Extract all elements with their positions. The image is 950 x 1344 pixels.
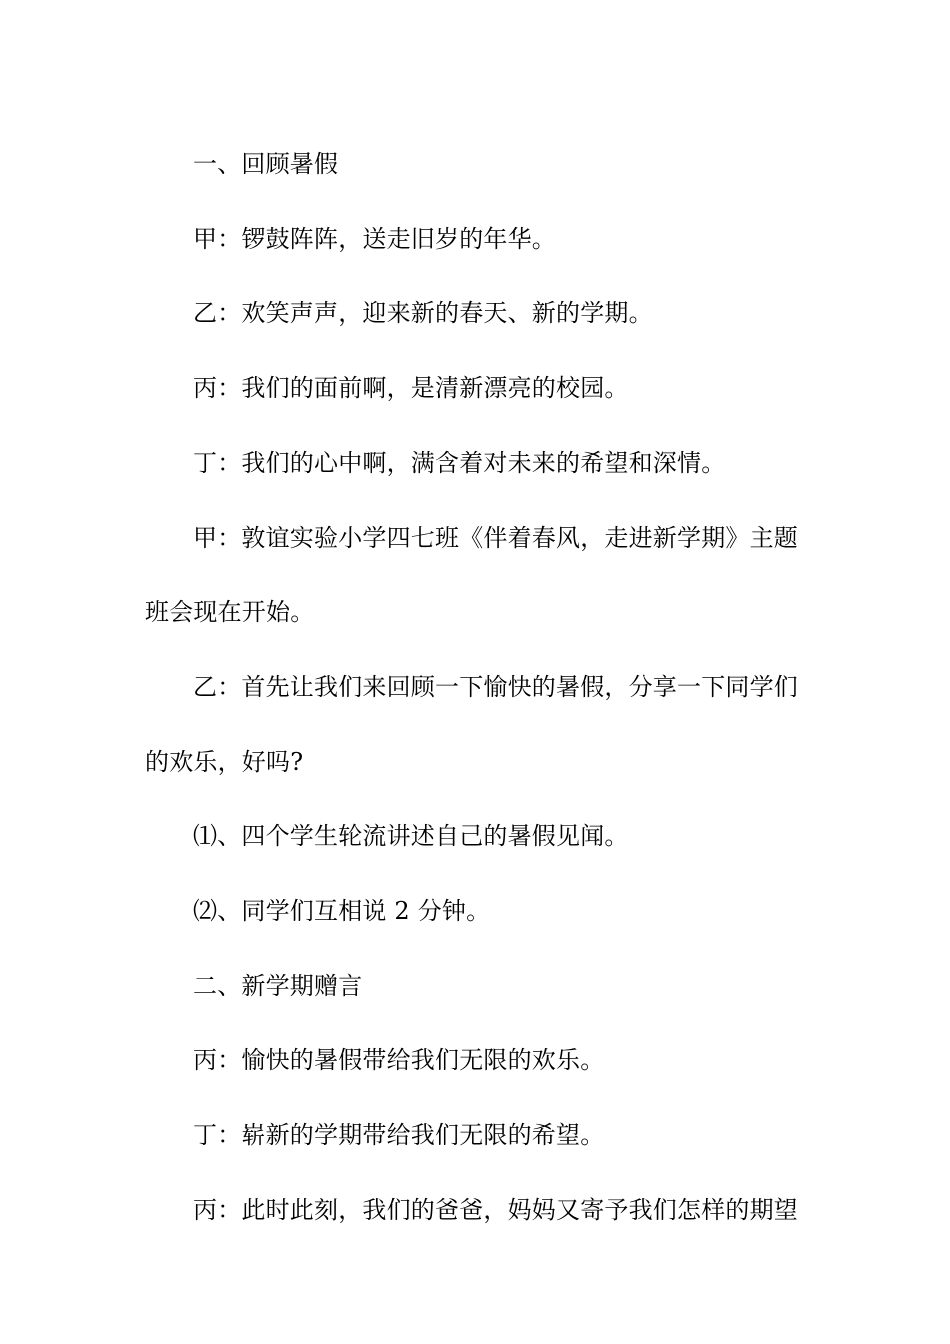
activity-item: ⑴、四个学生轮流讲述自己的暑假见闻。 (193, 822, 629, 851)
section-heading-review-summer: 一、回顾暑假 (193, 150, 339, 178)
dialogue-line: 乙：欢笑声声，迎来新的春天、新的学期。 (193, 299, 653, 328)
dialogue-line: 丙：愉快的暑假带给我们无限的欢乐。 (193, 1046, 605, 1075)
activity-item: ⑵、同学们互相说 2 分钟。 (193, 897, 491, 926)
dialogue-line: 丙：我们的面前啊，是清新漂亮的校园。 (193, 374, 629, 403)
dialogue-line: 甲：锣鼓阵阵，送走旧岁的年华。 (193, 224, 556, 253)
dialogue-line: 乙：首先让我们来回顾一下愉快的暑假，分享一下同学们的欢乐，好吗? (145, 672, 798, 776)
dialogue-line: 丙：此时此刻，我们的爸爸，妈妈又寄予我们怎样的期望 (193, 1195, 798, 1224)
dialogue-line: 丁：我们的心中啊，满含着对未来的希望和深情。 (193, 448, 726, 477)
dialogue-line: 甲：敦谊实验小学四七班《伴着春风，走进新学期》主题班会现在开始。 (145, 523, 798, 627)
document-body (145, 127, 805, 1248)
dialogue-line: 丁：崭新的学期带给我们无限的希望。 (193, 1121, 605, 1150)
section-heading-new-term-messages: 二、新学期赠言 (193, 971, 363, 1000)
